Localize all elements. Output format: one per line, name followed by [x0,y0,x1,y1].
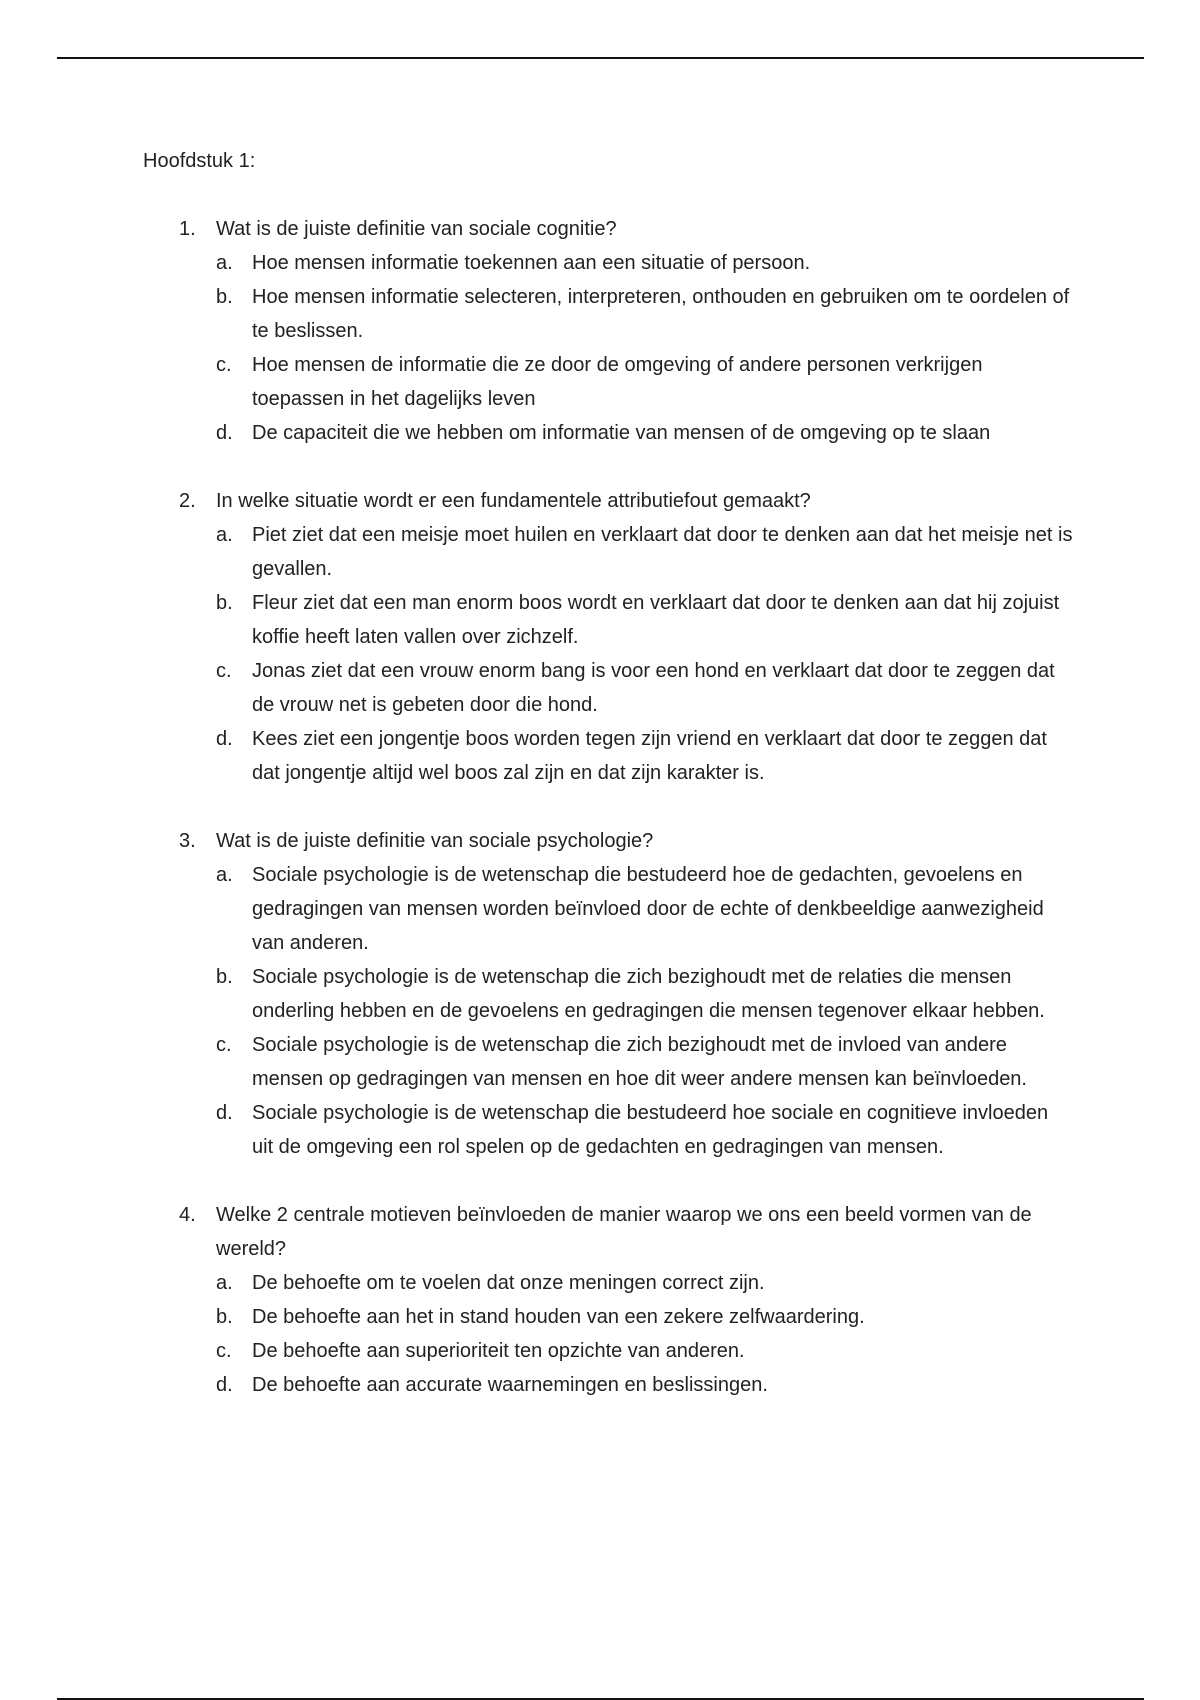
question-number: 3. [179,830,196,852]
option-c [216,654,1073,722]
option-letter: a. [216,524,233,546]
option-text: De capaciteit die we hebben om informatie van mensen of de omgeving op te slaan [252,422,991,444]
option-letter: c. [216,1340,232,1362]
option-letter: a. [216,1272,233,1294]
option-a [216,518,1073,586]
option-d [216,722,1073,790]
option-letter: d. [216,1374,233,1396]
option-b [216,1300,1073,1334]
option-letter: d. [216,1102,233,1124]
question-text: Welke 2 centrale motieven beïnvloeden de manier waarop we ons een beeld vormen van de wereld? [216,1204,1032,1260]
option-text: Sociale psychologie is de wetenschap die bestudeerd hoe sociale en cognitieve invloeden uit de omgeving een rol spelen op de gedachten en gedragingen van mensen. [252,1102,1049,1158]
option-b [216,280,1073,348]
option-list [216,246,1073,450]
option-a [216,246,1073,280]
option-text: De behoefte om te voelen dat onze meningen correct zijn. [252,1272,765,1294]
option-d [216,1096,1073,1164]
question-number: 4. [179,1204,196,1226]
option-text: Kees ziet een jongentje boos worden tegen zijn vriend en verklaart dat door te zeggen dat dat jongentje altijd wel boos zal zijn en dat zijn karakter is. [252,728,1047,784]
option-letter: b. [216,1306,233,1328]
option-list [216,858,1073,1164]
option-letter: d. [216,728,233,750]
option-text: Fleur ziet dat een man enorm boos wordt en verklaart dat door te denken aan dat hij zojuist koffie heeft laten vallen over zichzelf. [252,592,1060,648]
option-text: Jonas ziet dat een vrouw enorm bang is voor een hond en verklaart dat door te zeggen dat de vrouw net is gebeten door die hond. [252,660,1055,716]
option-list [216,518,1073,790]
question-2 [143,484,1073,790]
question-text: Wat is de juiste definitie van sociale cognitie? [216,218,617,240]
option-text: Sociale psychologie is de wetenschap die zich bezighoudt met de relaties die mensen onderling hebben en de gevoelens en gedragingen die mensen tegenover elkaar hebben. [252,966,1045,1022]
option-a [216,858,1073,960]
document-body [143,144,1073,1436]
option-letter: c. [216,354,232,376]
option-letter: c. [216,660,232,682]
question-3 [143,824,1073,1164]
option-b [216,960,1073,1028]
option-text: Hoe mensen de informatie die ze door de omgeving of andere personen verkrijgen toepassen in het dagelijks leven [252,354,983,410]
question-number: 2. [179,490,196,512]
option-letter: a. [216,864,233,886]
question-list [143,212,1073,1402]
option-d [216,1368,1073,1402]
option-letter: b. [216,286,233,308]
option-letter: d. [216,422,233,444]
option-letter: c. [216,1034,232,1056]
option-c [216,348,1073,416]
option-letter: a. [216,252,233,274]
option-text: De behoefte aan superioriteit ten opzichte van anderen. [252,1340,745,1362]
question-number: 1. [179,218,196,240]
question-text: In welke situatie wordt er een fundamentele attributiefout gemaakt? [216,490,811,512]
option-letter: b. [216,966,233,988]
option-text: Sociale psychologie is de wetenschap die zich bezighoudt met de invloed van andere mensen op gedragingen van mensen en hoe dit weer andere mensen kan beïnvloeden. [252,1034,1027,1090]
question-text: Wat is de juiste definitie van sociale psychologie? [216,830,654,852]
chapter-title: Hoofdstuk 1: [143,150,256,172]
option-d [216,416,1073,450]
option-list [216,1266,1073,1402]
option-text: De behoefte aan het in stand houden van een zekere zelfwaardering. [252,1306,865,1328]
option-letter: b. [216,592,233,614]
option-text: Piet ziet dat een meisje moet huilen en verklaart dat door te denken aan dat het meisje net is gevallen. [252,524,1073,580]
option-a [216,1266,1073,1300]
option-b [216,586,1073,654]
header-rule [57,57,1144,59]
option-c [216,1028,1073,1096]
question-1 [143,212,1073,450]
option-text: Hoe mensen informatie toekennen aan een situatie of persoon. [252,252,811,274]
option-text: Hoe mensen informatie selecteren, interpreteren, onthouden en gebruiken om te oordelen of te beslissen. [252,286,1070,342]
option-text: Sociale psychologie is de wetenschap die bestudeerd hoe de gedachten, gevoelens en gedragingen van mensen worden beïnvloed door de echte of denkbeeldige aanwezigheid van anderen. [252,864,1044,954]
option-text: De behoefte aan accurate waarnemingen en beslissingen. [252,1374,768,1396]
question-4 [143,1198,1073,1402]
option-c [216,1334,1073,1368]
